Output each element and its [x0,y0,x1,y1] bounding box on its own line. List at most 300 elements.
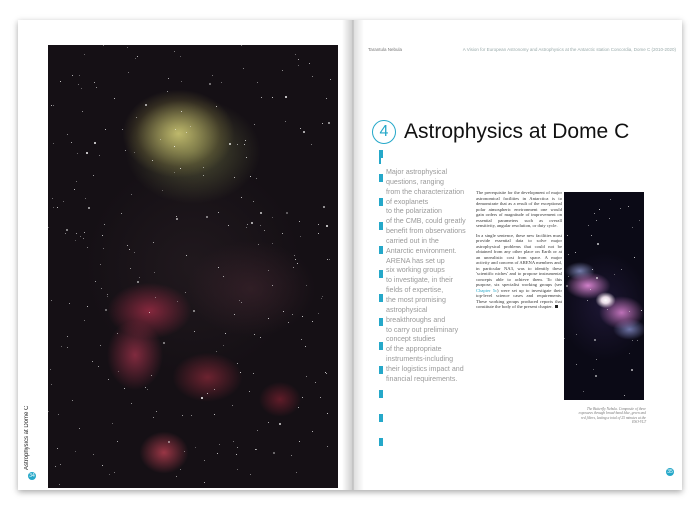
star-dot [576,364,577,365]
intro-line: benefit from observations [386,227,466,236]
left-page [18,20,352,490]
star-dot [53,105,54,106]
star-dot [318,313,319,314]
star-dot [251,222,253,224]
star-dot [236,454,237,455]
star-dot [258,244,259,245]
star-dot [244,144,245,145]
star-dot [253,201,254,202]
star-dot [79,428,80,429]
star-dot [221,82,222,83]
star-dot [203,167,204,168]
star-dot [583,391,584,392]
star-dot [634,257,635,258]
star-dot [245,140,246,141]
star-dot [149,312,150,313]
star-dot [279,423,281,425]
star-dot [624,395,625,396]
star-dot [84,320,85,321]
star-dot [637,340,638,341]
star-dot [174,51,175,52]
star-dot [71,142,72,143]
star-dot [101,288,102,289]
star-dot [268,422,269,423]
star-dot [79,75,80,76]
star-dot [181,111,182,112]
star-dot [286,212,288,214]
star-dot [117,333,118,334]
star-dot [288,322,289,323]
tarantula-nebula-photo [48,45,338,488]
star-dot [237,363,238,364]
intro-line: Antarctic environment. [386,246,457,255]
star-dot [67,347,68,348]
intro-line: to the polarization [386,207,442,216]
star-dot [312,431,313,432]
star-dot [254,124,255,125]
star-dot [107,294,108,295]
star-dot [100,264,101,265]
star-dot [87,247,88,248]
star-dot [233,441,234,442]
star-dot [309,63,310,64]
chapter-title: Astrophysics at Dome C [404,120,630,143]
star-dot [609,218,610,219]
star-dot [88,207,90,209]
star-dot [302,397,303,398]
star-dot [153,242,154,243]
star-dot [134,152,135,153]
intro-line: Major astrophysical [386,168,448,176]
star-dot [628,206,629,207]
star-dot [55,466,56,467]
page-number-left: 34 [29,473,35,479]
star-dot [83,238,84,239]
star-dot [155,297,156,298]
star-dot [299,441,300,442]
star-dot [206,216,208,218]
star-dot [122,129,123,130]
star-dot [182,415,183,416]
star-dot [217,453,218,454]
star-dot [190,126,191,127]
star-dot [599,209,600,210]
star-dot [301,339,302,340]
star-dot [219,444,220,445]
star-dot [93,175,94,176]
star-dot [234,314,235,315]
star-dot [176,476,177,477]
intro-line: carried out in the [386,236,439,245]
star-dot [60,464,61,465]
star-dot [621,269,622,270]
star-dot [118,371,119,372]
star-dot [302,316,303,317]
star-dot [632,227,633,228]
star-dot [311,144,312,145]
star-dot [237,144,238,145]
star-dot [594,339,596,341]
star-dot [232,405,233,406]
star-dot [92,361,93,362]
star-dot [292,314,293,315]
star-dot [57,448,58,449]
star-dot [58,414,59,415]
star-dot [321,298,322,299]
star-dot [203,175,204,176]
star-dot [593,369,594,370]
star-dot [129,249,130,250]
star-dot [76,233,77,234]
star-dot [60,81,61,82]
star-dot [323,206,325,208]
star-dot [329,259,330,260]
star-dot [57,207,58,208]
star-dot [137,281,139,283]
star-dot [239,300,240,301]
star-dot [51,384,52,385]
star-dot [177,301,178,302]
star-dot [193,310,195,312]
star-dot [212,75,213,76]
star-dot [204,482,205,483]
star-dot [298,59,299,60]
star-dot [639,220,640,221]
star-dot [96,87,97,88]
star-dot [152,160,153,161]
star-dot [107,296,108,297]
star-dot [306,285,307,286]
star-dot [223,276,224,277]
star-dot [272,217,273,218]
chapter-link[interactable]: Chapter 5c [476,287,498,293]
star-dot [588,225,589,226]
intro-line: astrophysical [386,305,428,314]
star-dot [167,91,168,92]
star-dot [124,388,125,389]
star-dot [272,243,273,244]
body-paragraph-1: The prerequisite for the development of major astronomical facilities in Antarctica is to demonstrate that as a result of the exceptional polar atmospheric environment one would gain orders of magnitude of improvement on essential parameters such as overall sensitivity, angular resolution, or duty cycle. [476,190,562,228]
star-dot [632,340,633,341]
spine-label: Astrophysics at Dome C [24,405,30,470]
intro-line: the most promising [386,295,446,304]
running-head-left: Tarantula Nebula [368,47,403,52]
star-dot [257,430,258,431]
star-dot [596,277,598,279]
star-dot [130,268,131,269]
star-dot [607,309,608,310]
accent-dash-rule [379,150,383,450]
star-dot [312,76,313,77]
star-dot [61,346,62,347]
star-dot [51,105,52,106]
star-dot [82,111,83,112]
star-dot [204,460,205,461]
star-dot [78,84,79,85]
star-dot [185,292,186,293]
star-dot [127,245,128,246]
star-dot [300,128,301,129]
star-dot [285,96,287,98]
star-dot [326,98,327,99]
star-dot [67,134,68,135]
star-dot [264,230,265,231]
star-dot [180,168,181,169]
star-dot [610,199,611,200]
intro-line: instruments-including [386,355,454,364]
star-dot [566,285,568,287]
star-dot [629,353,630,354]
star-dot [81,88,82,89]
star-dot [293,267,294,268]
star-dot [65,233,66,234]
star-dot [218,267,219,268]
intro-line: from the characterization [386,187,465,196]
star-dot [240,372,241,373]
star-dot [315,382,316,383]
star-dot [131,194,132,195]
star-dot [241,197,242,198]
star-dot [327,413,328,414]
intro-line: six working groups [386,266,445,275]
star-dot [112,423,113,424]
intro-line: breakthroughs and [386,315,446,324]
star-dot [195,447,196,448]
star-dot [327,259,328,260]
star-dot [318,224,319,225]
star-dot [273,452,275,454]
star-dot [194,331,195,332]
star-dot [214,414,215,415]
star-dot [48,411,49,412]
star-dot [272,285,273,286]
star-dot [67,336,68,337]
star-dot [223,345,224,346]
star-dot [72,75,73,76]
star-dot [614,274,615,275]
star-dot [69,303,70,304]
star-dot [285,121,286,122]
star-dot [162,190,163,191]
star-dot [180,56,181,57]
star-dot [254,334,255,335]
star-dot [134,252,135,253]
star-dot [108,379,109,380]
star-dot [228,225,229,226]
star-dot [114,98,115,99]
intro-line: to investigate, in their [386,276,454,285]
intro-line: of the CMB, could greatly [386,217,466,226]
intro-line: their logistics impact and [386,364,464,373]
star-dot [596,359,597,360]
star-dot [295,259,296,260]
intro-line: questions, ranging [386,177,444,186]
star-dot [145,387,146,388]
star-dot [128,72,129,73]
star-dot [72,400,73,401]
star-dot [216,106,217,107]
star-dot [249,391,250,392]
star-dot [53,143,54,144]
body-text-column [476,190,562,314]
star-dot [105,309,107,311]
star-dot [260,212,262,214]
star-dot [300,236,301,237]
star-dot [201,397,203,399]
star-dot [191,415,192,416]
star-dot [294,255,295,256]
star-dot [160,139,161,140]
star-dot [181,81,182,82]
star-dot [84,54,85,55]
end-mark [555,305,558,308]
star-dot [76,181,77,182]
star-dot [147,389,148,390]
star-dot [299,221,300,222]
star-dot [102,235,103,236]
star-dot [246,157,247,158]
star-dot [594,213,595,214]
star-dot [567,235,568,236]
star-dot [175,129,176,130]
star-dot [176,218,178,220]
star-dot [268,270,269,271]
star-dot [641,310,642,311]
star-dot [297,263,298,264]
star-dot [575,252,576,253]
photo-caption: The Butterfly Nebula. Composite of three exposures through broad-band blue, green and red filters, lasting a total of 25 minutes at the ESO-VLT [578,407,646,425]
star-dot [214,389,215,390]
star-dot [272,97,273,98]
star-dot [591,235,592,236]
star-dot [186,132,187,133]
star-dot [268,318,269,319]
page-number-right: 35 [667,469,673,475]
magazine-spread [18,20,682,490]
star-dot [320,397,321,398]
star-dot [59,484,60,485]
star-dot [127,47,128,48]
star-dot [318,233,319,234]
star-dot [137,56,138,57]
star-dot [131,403,132,404]
intro-line: concept studies [386,335,436,344]
star-dot [176,216,177,217]
star-dot [216,351,217,352]
star-dot [75,240,76,241]
star-dot [99,155,100,156]
star-dot [330,79,331,80]
star-dot [296,472,297,473]
star-dot [77,153,78,154]
intro-line: of the appropriate [386,345,442,354]
star-dot [135,58,136,59]
star-dot [247,224,248,225]
star-dot [305,346,306,347]
star-dot [250,474,251,475]
star-dot [209,83,211,85]
star-dot [629,311,630,312]
star-dot [257,82,258,83]
star-dot [322,296,323,297]
star-dot [295,54,296,55]
star-dot [256,178,257,179]
star-dot [121,213,122,214]
star-dot [125,150,126,151]
star-dot [229,143,231,145]
star-dot [291,455,292,456]
star-dot [250,176,251,177]
star-dot [326,225,328,227]
star-dot [312,321,313,322]
star-dot [48,227,49,228]
star-dot [100,345,101,346]
star-dot [207,393,208,394]
intro-line: fields of expertise, [386,286,444,295]
star-dot [260,225,261,226]
star-dot [298,407,299,408]
star-dot [592,269,593,270]
star-dot [151,375,152,376]
star-dot [328,122,330,124]
star-dot [80,236,81,237]
right-page [352,20,682,490]
star-dot [94,82,95,83]
star-dot [86,152,88,154]
star-dot [102,465,103,466]
star-dot [243,68,244,69]
star-dot [595,375,597,377]
star-dot [225,333,226,334]
star-dot [98,366,99,367]
star-dot [74,189,75,190]
star-dot [139,277,140,278]
star-dot [306,376,307,377]
star-dot [168,441,170,443]
body-paragraph-2: In a single sentence, these new facilities must provide essential data to solve major astrophysical problems that could not be obtained from any other place on Earth or at an unrealistic cost from space. A major activity and concern of ARENA members and, in particular NA3, was to identify these 'scientific niches' and to propose instrumental concepts able to achieve them. To this purpose, six specialist working groups (see Chapter 5c) were set up to investigate their top-level science cases and requirements. These working groups produced reports that constitute the body of the present chapter. [476,232,562,309]
star-dot [85,198,86,199]
star-dot [53,207,54,208]
intro-line: to carry out preliminary [386,325,459,334]
star-dot [241,302,242,303]
star-dot [576,334,577,335]
star-dot [327,446,328,447]
star-dot [52,198,53,199]
star-dot [256,449,257,450]
star-dot [283,311,284,312]
star-dot [105,129,106,130]
star-dot [104,224,105,225]
star-dot [156,411,157,412]
star-dot [568,276,569,277]
chapter-number-badge: 4 [372,120,396,144]
star-dot [564,338,565,339]
intro-text [386,168,490,385]
star-dot [66,229,68,231]
star-dot [631,369,633,371]
running-head-right: A Vision for European Astronomy and Astrophysics at the Antarctic station Concordia, Dome C (2010-2020) [462,47,676,52]
star-dot [260,337,261,338]
star-dot [154,272,155,273]
butterfly-nebula-photo [564,192,644,400]
star-dot [590,289,591,290]
star-dot [117,441,118,442]
star-dot [145,104,147,106]
intro-line: financial requirements. [386,374,458,383]
star-dot [246,227,247,228]
star-dot [163,342,165,344]
star-dot [87,306,88,307]
